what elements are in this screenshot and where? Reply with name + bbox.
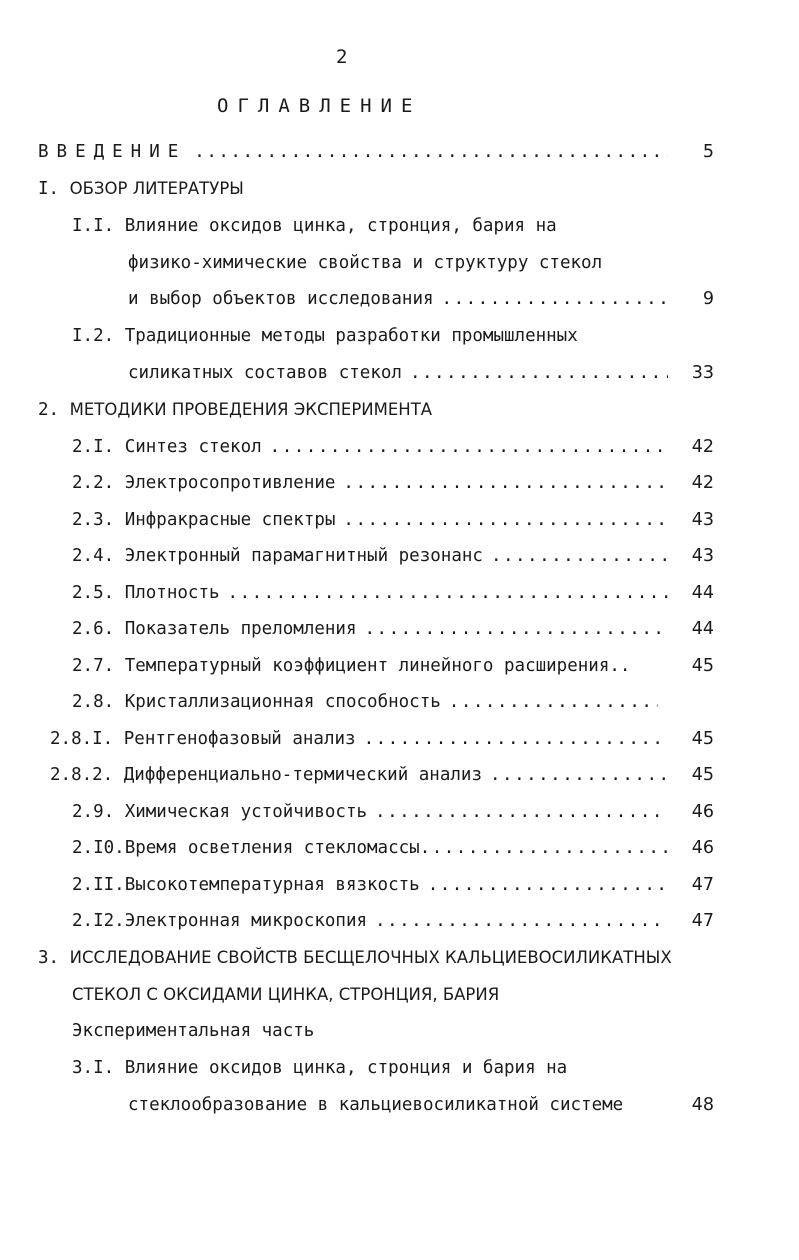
entry-number: 2.I2.	[72, 911, 125, 931]
dot-leader	[375, 797, 668, 827]
chapter-2-heading[interactable]	[38, 395, 432, 425]
toc-entry-2-10[interactable]	[72, 833, 668, 863]
chapter-label: МЕТОДИКИ ПРОВЕДЕНИЯ ЭКСПЕРИМЕНТА	[69, 400, 433, 419]
toc-entry-2-6[interactable]	[72, 614, 668, 644]
toc-entry-1-2-line2[interactable]	[128, 358, 668, 388]
dot-leader	[364, 724, 668, 754]
entry-number: 2.2.	[72, 473, 115, 493]
entry-label	[50, 760, 482, 790]
chapter-label: ИССЛЕДОВАНИЕ СВОЙСТВ БЕСЩЕЛОЧНЫХ КАЛЬЦИЕВОСИЛИКАТНЫХ	[69, 948, 672, 967]
entry-label	[72, 505, 335, 535]
entry-page: 42	[691, 473, 714, 493]
entry-page: 46	[691, 838, 714, 858]
entry-text: Время осветления стекломассы	[124, 838, 420, 858]
entry-label: Влияние оксидов цинка, стронция и бария на	[124, 1058, 568, 1078]
entry-text: Инфракрасные спектры	[124, 510, 336, 530]
toc-entry-2-12[interactable]	[72, 906, 668, 936]
chapter-number: 3.	[38, 948, 60, 968]
entry-page: 43	[691, 510, 714, 530]
entry-label	[72, 468, 335, 498]
entry-number: 2.7.	[72, 656, 115, 676]
dot-leader	[375, 906, 668, 936]
dot-leader	[270, 432, 668, 462]
entry-page: 47	[691, 875, 714, 895]
entry-page: 44	[691, 583, 714, 603]
entry-page: 9	[702, 289, 714, 309]
dot-leader	[343, 505, 668, 535]
toc-entry-2-11[interactable]	[72, 870, 668, 900]
toc-entry-2-7[interactable]	[72, 651, 668, 681]
entry-text: Электронная микроскопия	[124, 911, 368, 931]
toc-entry-2-2[interactable]	[72, 468, 668, 498]
entry-label: физико-химические свойства и структуру стекол	[128, 253, 603, 273]
entry-page: 43	[691, 546, 714, 566]
toc-entry-1-1-line2	[128, 248, 602, 278]
entry-label: Влияние оксидов цинка, стронция, бария на	[124, 216, 557, 236]
entry-number: 2.I0.	[72, 838, 125, 858]
entry-text: Синтез стекол	[124, 437, 262, 457]
entry-number: 2.4.	[72, 546, 115, 566]
toc-entry-2-8[interactable]	[72, 687, 658, 717]
dot-leader	[428, 870, 668, 900]
entry-label: и выбор объектов исследования	[128, 289, 434, 309]
entry-number: 2.3.	[72, 510, 115, 530]
entry-number: 2.8.2.	[50, 765, 114, 785]
toc-entry-2-4[interactable]	[72, 541, 668, 571]
entry-page: 48	[691, 1095, 714, 1115]
chapter-1-heading[interactable]	[38, 174, 244, 204]
entry-text: Электросопротивление	[124, 473, 336, 493]
chapter-3-subheading	[72, 1016, 314, 1046]
dot-leader	[491, 541, 668, 571]
toc-entry-2-8-1[interactable]	[50, 724, 668, 754]
toc-entry-2-3[interactable]	[72, 505, 668, 535]
toc-entry-1-1-line1[interactable]	[72, 211, 557, 241]
chapter-label: ОБЗОР ЛИТЕРАТУРЫ	[69, 179, 244, 198]
toc-entry-1-2-line1[interactable]	[72, 321, 578, 351]
chapter-3-heading-line2	[72, 980, 499, 1010]
entry-page: 46	[691, 802, 714, 822]
entry-label	[72, 797, 367, 827]
entry-label	[72, 870, 420, 900]
entry-number: 2.8.I.	[50, 729, 114, 749]
entry-page: 45	[691, 729, 714, 749]
entry-label: ВВЕДЕНИЕ	[38, 142, 187, 162]
entry-text: Показатель преломления	[124, 619, 357, 639]
toc-entry-1-1-line3[interactable]	[128, 284, 668, 314]
toc-entry-2-5[interactable]	[72, 578, 668, 608]
page-number: 2	[336, 46, 348, 68]
dot-leader	[442, 284, 668, 314]
entry-page: 47	[691, 911, 714, 931]
dot-leader	[194, 137, 668, 167]
entry-text: Электронный парамагнитный резонанс	[124, 546, 483, 566]
entry-page: 5	[702, 142, 714, 162]
toc-title: ОГЛАВЛЕНИЕ	[217, 95, 422, 117]
dot-leader	[228, 578, 668, 608]
chapter-subtitle: Экспериментальная часть	[72, 1021, 315, 1041]
entry-number: I.I.	[72, 216, 115, 236]
entry-text: Кристаллизационная способность	[124, 692, 441, 712]
dot-leader	[449, 687, 658, 717]
entry-number: I.2.	[72, 326, 115, 346]
entry-text: Рентгенофазовый анализ	[123, 729, 356, 749]
entry-label	[72, 687, 441, 717]
entry-page: 45	[691, 656, 714, 676]
entry-number: 2.8.	[72, 692, 115, 712]
entry-label	[72, 578, 220, 608]
toc-entry-2-8-2[interactable]	[50, 760, 668, 790]
entry-number: 3.I.	[72, 1058, 115, 1078]
entry-label	[50, 724, 356, 754]
dot-leader	[343, 468, 668, 498]
toc-entry-2-9[interactable]	[72, 797, 668, 827]
entry-page: 45	[691, 765, 714, 785]
chapter-number: I.	[38, 179, 60, 199]
entry-label: Традиционные методы разработки промышленных	[124, 326, 578, 346]
entry-text: Дифференциально-термический анализ	[123, 765, 482, 785]
entry-number: 2.5.	[72, 583, 115, 603]
entry-page: 42	[691, 437, 714, 457]
entry-label	[72, 541, 483, 571]
entry-number: 2.II.	[72, 875, 125, 895]
entry-label	[72, 432, 262, 462]
entry-number: 2.6.	[72, 619, 115, 639]
toc-entry-intro[interactable]	[38, 137, 668, 167]
toc-entry-2-1[interactable]	[72, 432, 668, 462]
entry-number: 2.9.	[72, 802, 115, 822]
toc-entry-3-1-line2[interactable]	[128, 1090, 623, 1120]
toc-entry-3-1-line1[interactable]	[72, 1053, 567, 1083]
entry-page: 44	[691, 619, 714, 639]
dot-leader	[490, 760, 668, 790]
entry-number: 2.I.	[72, 437, 115, 457]
entry-text: Плотность	[124, 583, 220, 603]
dot-leader	[410, 358, 668, 388]
entry-label: силикатных составов стекол	[128, 363, 402, 383]
entry-label	[72, 833, 420, 863]
dot-leader	[420, 833, 668, 863]
dot-leader	[365, 614, 669, 644]
chapter-3-heading[interactable]	[38, 943, 672, 973]
entry-text: Высокотемпературная вязкость	[124, 875, 420, 895]
entry-label	[72, 614, 357, 644]
chapter-number: 2.	[38, 400, 60, 420]
entry-label	[72, 906, 367, 936]
chapter-label: СТЕКОЛ С ОКСИДАМИ ЦИНКА, СТРОНЦИЯ, БАРИЯ	[72, 985, 500, 1004]
entry-text: Температурный коэффициент линейного расширения..	[124, 656, 631, 676]
entry-label: стеклообразование в кальциевосиликатной системе	[128, 1095, 624, 1115]
entry-text: Химическая устойчивость	[124, 802, 368, 822]
entry-page: 33	[691, 363, 714, 383]
